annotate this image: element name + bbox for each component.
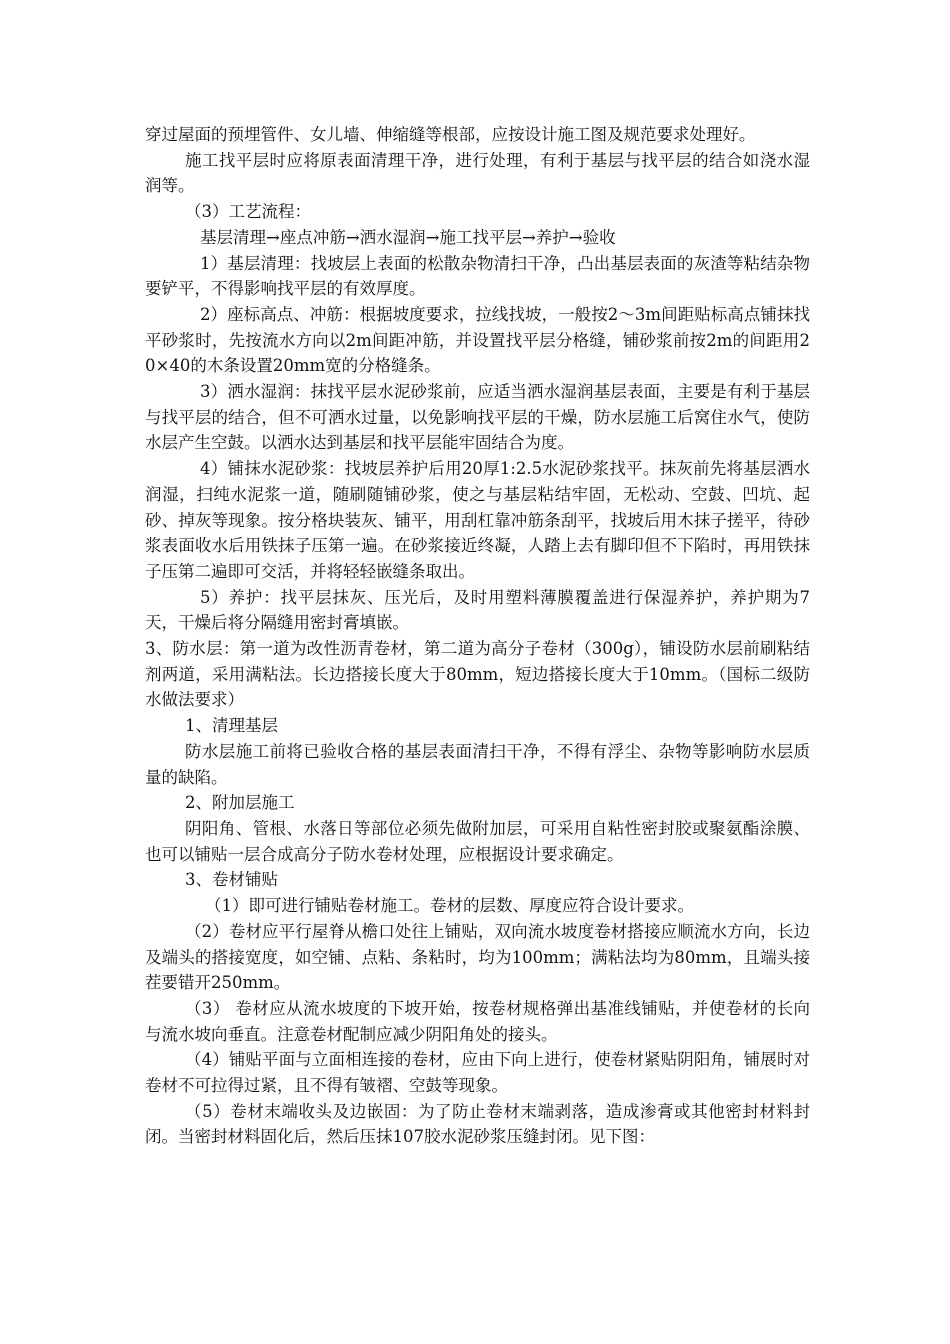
paragraph: （5）卷材末端收头及边嵌固：为了防止卷材末端剥落，造成渗膏或其他密封材料封闭。当密封材料固化后，然后压抹107胶水泥砂浆压缝封闭。见下图： bbox=[145, 1101, 810, 1147]
process-flow: 基层清理→座点冲筋→洒水湿润→施工找平层→养护→验收 bbox=[200, 227, 616, 247]
paragraph: 3、防水层：第一道为改性沥青卷材，第二道为高分子卷材（300g），铺设防水层前刷粘结剂两道，采用满粘法。长边搭接长度大于80mm，短边搭接长度大于10mm。（国标二级防水做法要求） bbox=[145, 639, 810, 710]
paragraph: 3）洒水湿润：抹找平层水泥砂浆前，应适当洒水湿润基层表面，主要是有利于基层与找平层的结合，但不可洒水过量，以免影响找平层的干燥，防水层施工后窝住水气，使防水层产生空鼓。以洒水达到基层和找平层能牢固结合为度。 bbox=[145, 382, 810, 453]
body-text bbox=[145, 122, 810, 1150]
paragraph: 阴阳角、管根、水落日等部位必须先做附加层，可采用自粘性密封胶或聚氨酯涂膜、也可以铺贴一层合成高分子防水卷材处理，应根据设计要求确定。 bbox=[145, 818, 810, 864]
paragraph: 施工找平层时应将原表面清理干净，进行处理，有利于基层与找平层的结合如浇水湿润等。 bbox=[145, 150, 810, 196]
paragraph: （2）卷材应平行屋脊从檐口处往上铺贴，双向流水坡度卷材搭接应顺流水方向，长边及端头的搭接宽度，如空铺、点粘、条粘时，均为100mm；满粘法均为80mm，且端头接茬要错开250mm。 bbox=[145, 921, 810, 993]
section-heading: （3）工艺流程： bbox=[185, 202, 311, 222]
paragraph: 穿过屋面的预埋管件、女儿墙、伸缩缝等根部，应按设计施工图及规范要求处理好。 bbox=[145, 125, 756, 144]
section-heading: 1、清理基层 bbox=[185, 716, 278, 736]
paragraph: （1）即可进行铺贴卷材施工。卷材的层数、厚度应符合设计要求。 bbox=[205, 896, 694, 916]
paragraph: （4）铺贴平面与立面相连接的卷材，应由下向上进行，使卷材紧贴阴阳角，铺展时对卷材不可拉得过紧，且不得有皱褶、空鼓等现象。 bbox=[145, 1050, 810, 1096]
paragraph: 1）基层清理：找坡层上表面的松散杂物清扫干净，凸出基层表面的灰渣等粘结杂物要铲平，不得影响找平层的有效厚度。 bbox=[145, 253, 810, 299]
paragraph: （3） 卷材应从流水坡度的下坡开始，按卷材规格弹出基准线铺贴，并使卷材的长向与流水坡向垂直。注意卷材配制应减少阴阳角处的接头。 bbox=[145, 998, 810, 1044]
paragraph: 5）养护：找平层抹灰、压光后，及时用塑料薄膜覆盖进行保湿养护，养护期为7天，干燥后将分隔缝用密封膏填嵌。 bbox=[145, 587, 810, 633]
section-heading: 2、附加层施工 bbox=[185, 793, 295, 813]
section-heading: 3、卷材铺贴 bbox=[185, 870, 278, 890]
paragraph: 2）座标高点、冲筋：根据坡度要求，拉线找坡，一般按2～3m间距贴标高点铺抹找平砂浆时，先按流水方向以2m间距冲筋，并设置找平层分格缝，铺砂浆前按2m的间距用20×40的木条设置20mm宽的分格缝条。 bbox=[145, 304, 810, 376]
paragraph: 4）铺抹水泥砂浆：找坡层养护后用20厚1:2.5水泥砂浆找平。抹灰前先将基层洒水润湿，扫纯水泥浆一道，随刷随铺砂浆，使之与基层粘结牢固，无松动、空鼓、凹坑、起砂、掉灰等现象。按分格块装灰、铺平，用刮杠靠冲筋条刮平，找坡后用木抹子搓平，待砂浆表面收水后用铁抹子压第一遍。在砂浆接近终凝，人踏上去有脚印但不下陷时，再用铁抹子压第二遍即可交活，并将轻轻嵌缝条取出。 bbox=[145, 459, 810, 581]
paragraph: 防水层施工前将已验收合格的基层表面清扫干净，不得有浮尘、杂物等影响防水层质量的缺陷。 bbox=[145, 741, 810, 787]
